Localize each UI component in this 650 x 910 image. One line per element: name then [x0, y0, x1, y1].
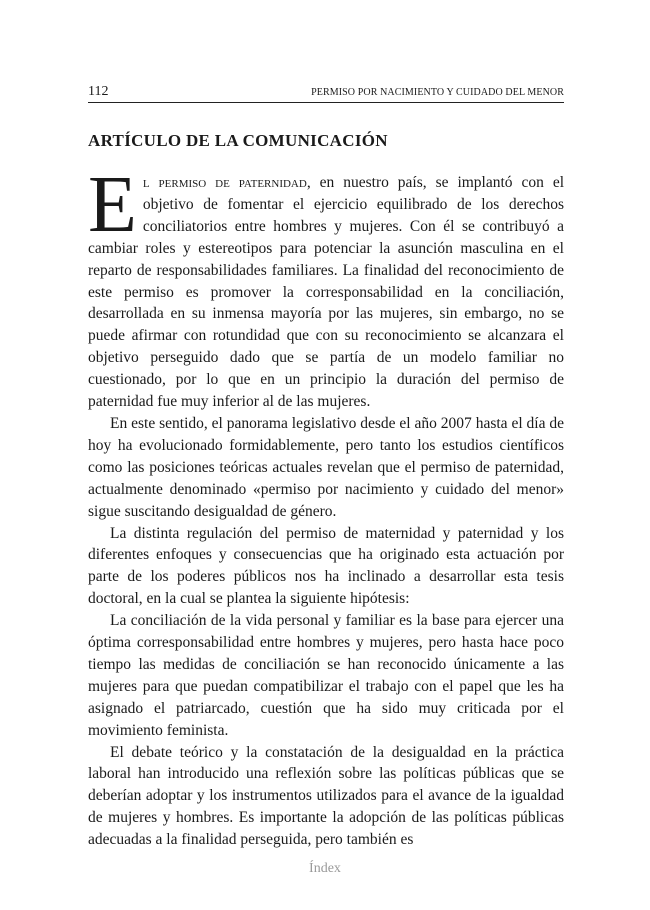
- paragraph-3: La distinta regulación del permiso de maternidad y paternidad y los diferentes enfoques y consecuencias que ha originado esta actuación por parte de los poderes públicos nos ha inclinado a desarrollar esta tesis doctoral, en la cual se plantea la siguiente hipótesis:: [88, 524, 564, 608]
- running-title: PERMISO POR NACIMIENTO Y CUIDADO DEL MENOR: [311, 87, 564, 98]
- paragraph-1: [88, 161, 565, 413]
- running-header: [88, 84, 564, 103]
- paragraph-1-lead-in: l permiso de paternidad,: [142, 174, 311, 191]
- page-number: 112: [88, 84, 109, 99]
- paragraph-4: La conciliación de la vida personal y familiar es la base para ejercer una óptima corresponsabilidad entre hombres y mujeres, pero hasta hace poco tiempo las medidas de conciliación se han reconocido únicamente a las mujeres para que puedan compatibilizar el trabajo con el papel que les ha asignado el patriarcado, cuestión que ha sido muy criticada por el movimiento feminista.: [88, 612, 564, 739]
- section-title: ARTÍCULO DE LA COMUNICACIÓN: [88, 131, 388, 150]
- drop-cap: E: [88, 161, 137, 249]
- paragraph-2: En este sentido, el panorama legislativo desde el año 2007 hasta el día de hoy ha evolucionado formidablemente, pero tanto los estudios científicos como las posiciones teóricas actuales revelan que el permiso de paternidad, actualmente denominado «permiso por nacimiento y cuidado del menor» sigue suscitando desigualdad de género.: [88, 414, 564, 520]
- index-link[interactable]: Índex: [309, 861, 341, 876]
- body-text: [88, 161, 565, 851]
- paragraph-1-text: en nuestro país, se implantó con el objetivo de fomentar el ejercicio equilibrado de los derechos conciliatorios entre hombres y mujeres. Con él se contribuyó a cambiar roles y estereotipos para potenciar la asunción masculina en el reparto de responsabilidades familiares. La finalidad del reconocimiento de este permiso es promover la corresponsabilidad en la conciliación, desarrollada en su inmensa mayoría por las mujeres, sin embargo, no se puede afirmar con rotundidad que con su reconocimiento se alcanzara el objetivo perseguido dado que se partía de un modelo familiar no cuestionado, por lo que en un principio la duración del permiso de paternidad fue muy inferior al de las mujeres.: [88, 174, 565, 411]
- paragraph-5: El debate teórico y la constatación de la desigualdad en la práctica laboral han introducido una reflexión sobre las políticas públicas que se deberían adoptar y los instrumentos utilizados para el avance de la igualdad de mujeres y hombres. Es importante la adopción de las políticas públicas adecuadas a la finalidad perseguida, pero también es: [88, 743, 564, 849]
